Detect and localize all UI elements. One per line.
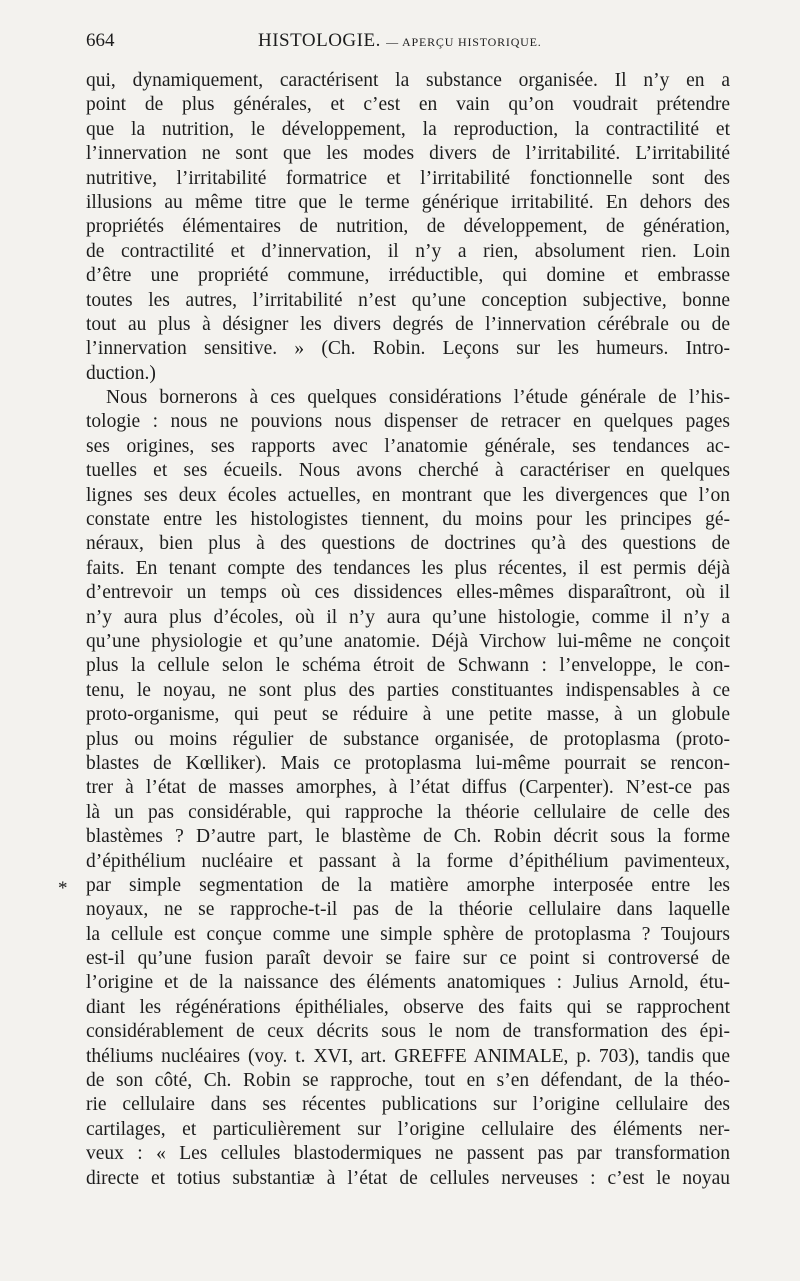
text-line: de contractilité et d’innervation, il n’y a rien, absolument rien. Loin (86, 240, 730, 262)
title-text: HISTOLOGIE. (258, 30, 381, 51)
text-line: duction.) (86, 362, 156, 384)
text-line: diant les régénérations épithéliales, observe des faits qui se rapprochent (86, 996, 730, 1018)
text-line: ses origines, ses rapports avec l’anatomie générale, ses tendances ac- (86, 435, 730, 457)
text-line: plus ou moins régulier de substance organisée, de protoplasma (proto- (86, 728, 730, 750)
text-line: l’innervation ne sont que les modes divers de l’irritabilité. L’irritabilité (86, 143, 730, 165)
text-line: néraux, bien plus à des questions de doctrines qu’à des questions de (86, 533, 730, 555)
text-line: toutes les autres, l’irritabilité n’est qu’une conception subjective, bonne (86, 289, 730, 311)
text-line: faits. En tenant compte des tendances les plus récentes, il est permis déjà (86, 557, 730, 579)
text-line: constate entre les histologistes tiennent, du moins pour les principes gé- (86, 509, 730, 531)
running-header (86, 30, 730, 60)
text-line: blastes de Kœlliker). Mais ce protoplasma lui-même pourrait se rencon- (86, 752, 730, 774)
margin-marker: * (58, 878, 68, 899)
text-line: de son côté, Ch. Robin se rapproche, tout en s’en défendant, de la théo- (86, 1070, 730, 1092)
text-line: d’être une propriété commune, irréductible, qui domine et embrasse (86, 265, 730, 287)
text-line: par simple segmentation de la matière amorphe interposée entre les (86, 874, 730, 896)
text-line: la cellule est conçue comme une simple sphère de protoplasma ? Toujours (86, 923, 730, 945)
text-line: rie cellulaire dans ses récentes publications sur l’origine cellulaire des (86, 1094, 730, 1116)
text-line: point de plus générales, et c’est en vain qu’on voudrait prétendre (86, 94, 730, 116)
text-line: cartilages, et particulièrement sur l’origine cellulaire des éléments ner- (86, 1118, 730, 1140)
text-line: Nous bornerons à ces quelques considérations l’étude générale de l’his- (106, 387, 730, 409)
subtitle-text: — APERÇU HISTORIQUE. (386, 35, 542, 49)
text-line: nutritive, l’irritabilité formatrice et l’irritabilité fonctionnelle sont des (86, 167, 730, 189)
text-line: qu’une physiologie et qu’une anatomie. Déjà Virchow lui-même ne conçoit (86, 630, 730, 652)
text-line: théliums nucléaires (voy. t. XVI, art. GREFFE ANIMALE, p. 703), tandis que (86, 1045, 730, 1067)
text-line: noyaux, ne se rapproche-t-il pas de la théorie cellulaire dans laquelle (86, 899, 730, 921)
text-line: lignes ses deux écoles actuelles, en montrant que les divergences que l’on (86, 484, 730, 506)
text-line: l’innervation sensitive. » (Ch. Robin. Leçons sur les humeurs. Intro- (86, 338, 730, 360)
text-line: trer à l’état de masses amorphes, à l’état diffus (Carpenter). N’est-ce pas (86, 777, 730, 799)
body-text (86, 69, 730, 1191)
text-line: est-il qu’une fusion paraît devoir se faire sur ce point si controversé de (86, 948, 730, 970)
text-line: tologie : nous ne pouvions nous dispenser de retracer en quelques pages (86, 411, 730, 433)
text-line: l’origine et de la naissance des éléments anatomiques : Julius Arnold, étu- (86, 972, 730, 994)
text-line: considérablement de ceux décrits sous le nom de transformation des épi- (86, 1021, 730, 1043)
page-number: 664 (86, 30, 115, 51)
text-line: directe et totius substantiæ à l’état de cellules nerveuses : c’est le noyau (86, 1167, 730, 1189)
text-line: blastèmes ? D’autre part, le blastème de Ch. Robin décrit sous la forme (86, 826, 730, 848)
running-title (258, 30, 542, 52)
text-line: là un pas considérable, qui rapproche la théorie cellulaire de celle des (86, 801, 730, 823)
text-line: n’y aura plus d’écoles, où il n’y aura qu’une histologie, comme il n’y a (86, 606, 730, 628)
text-line: plus la cellule selon le schéma étroit de Schwann : l’enveloppe, le con- (86, 655, 730, 677)
text-line: tenu, le noyau, ne sont plus des parties constituantes indispensables à ce (86, 679, 730, 701)
text-line: tuelles et ses écueils. Nous avons cherché à caractériser en quelques (86, 460, 730, 482)
text-line: propriétés élémentaires de nutrition, de développement, de génération, (86, 216, 730, 238)
text-line: d’entrevoir un temps où ces dissidences elles-mêmes disparaîtront, où il (86, 582, 730, 604)
text-line: qui, dynamiquement, caractérisent la substance organisée. Il n’y en a (86, 70, 730, 91)
text-line: que la nutrition, le développement, la reproduction, la contractilité et (86, 118, 730, 140)
text-line: d’épithélium nucléaire et passant à la forme d’épithélium pavimenteux, (86, 850, 730, 872)
text-line: illusions au même titre que le terme générique irritabilité. En dehors des (86, 191, 730, 213)
text-line: tout au plus à désigner les divers degrés de l’innervation cérébrale ou de (86, 313, 730, 335)
text-line: proto-organisme, qui peut se réduire à une petite masse, à un globule (86, 704, 730, 726)
text-line: veux : « Les cellules blastodermiques ne passent pas par transformation (86, 1143, 730, 1165)
